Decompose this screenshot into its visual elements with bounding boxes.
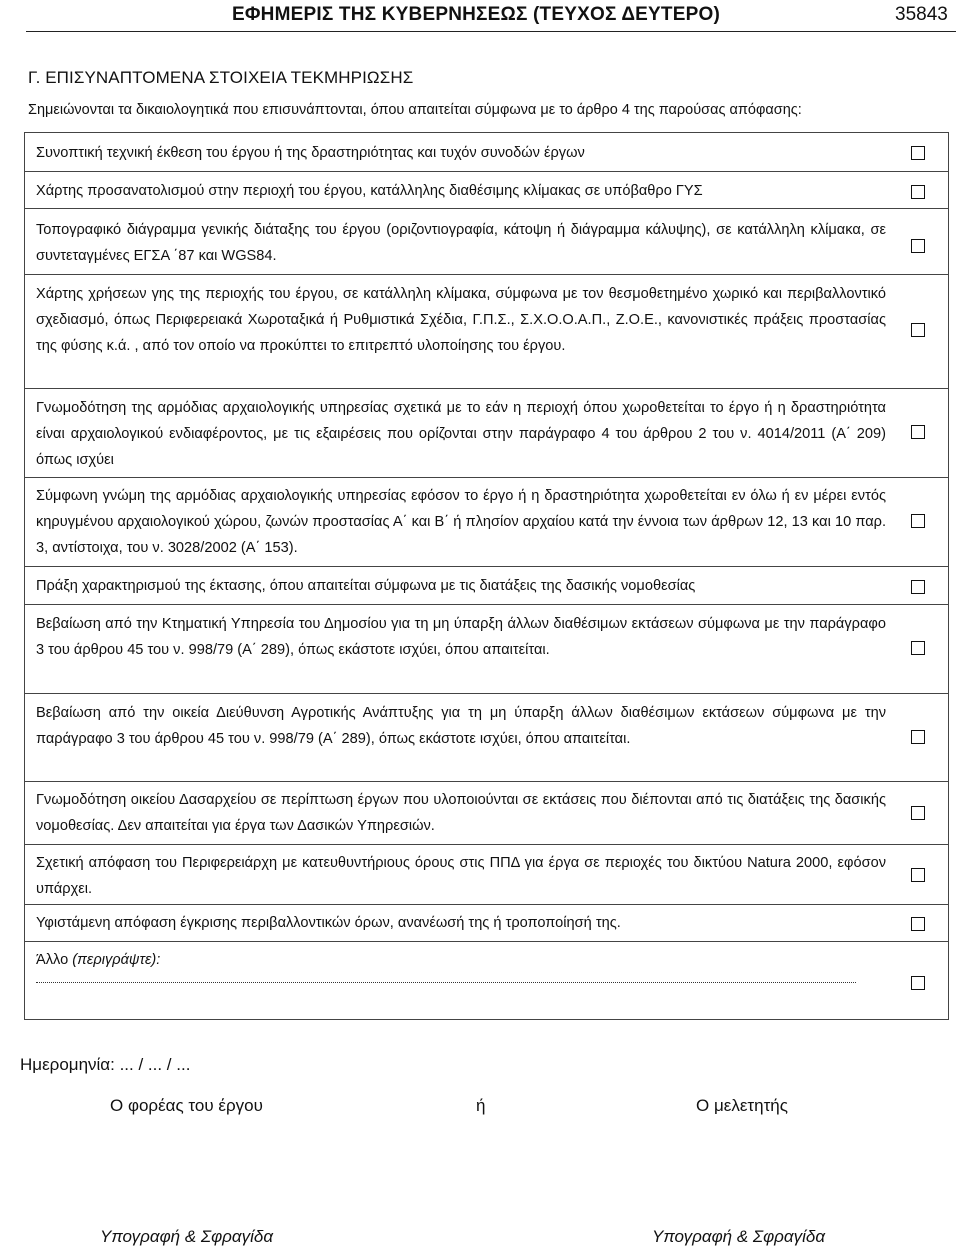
checklist-checkbox[interactable]: [911, 976, 925, 990]
checklist-checkbox[interactable]: [911, 185, 925, 199]
checklist-row: [25, 782, 948, 845]
checklist-item-text: Χάρτης χρήσεων γης της περιοχής του έργου, σε κατάλληλη κλίμακα, σύμφωνα με τον θεσμοθετημένο χωρικό και περιβαλλοντικό σχεδιασμό, όπως Περιφερειακά Χωροταξικά ή Ρυθμιστικά Σχέδια, Γ.Π.Σ., Σ.Χ.Ο.Ο.Α.Π., Ζ.Ο.Ε., κανονιστικές πράξεις προστασίας της φύσης κ.ά. , από τον οποίο να προκύπτει το επιτρεπτό υλοποίησης του έργου.: [36, 286, 886, 354]
section-intro: Σημειώνονται τα δικαιολογητικά που επισυνάπτονται, όπου απαιτείται σύμφωνα με το άρθρο 4 της παρούσας απόφασης:: [28, 102, 802, 118]
checklist-checkbox[interactable]: [911, 425, 925, 439]
checklist-item-text: Βεβαίωση από την Κτηματική Υπηρεσία του Δημοσίου για τη μη ύπαρξη άλλων διαθέσιμων εκτάσεων σύμφωνα με την παράγραφο 3 του άρθρου 45 του ν. 998/79 (Α΄ 289), όπως εκάστοτε ισχύει, όπου απαιτείται.: [36, 616, 886, 658]
checklist-item-text: Σύμφωνη γνώμη της αρμόδιας αρχαιολογικής υπηρεσίας εφόσον το έργο ή η δραστηριότητα χωροθετείται εν όλω ή εν μέρει εντός κηρυγμένου αρχαιολογικού χώρου, ζωνών προστασίας Α΄ και Β΄ ή πλησίον αρχαίου κατά την έννοια των άρθρων 12, 13 και 10 παρ. 3, αντίστοιχα, του ν. 3028/2002 (Α΄ 153).: [36, 488, 886, 556]
checklist-row: [25, 694, 948, 782]
checklist-row: [25, 275, 948, 389]
other-description-field[interactable]: [36, 980, 856, 983]
engineer-label: Ο μελετητής: [696, 1096, 788, 1115]
checklist-item-text: Τοπογραφικό διάγραμμα γενικής διάταξης του έργου (οριζοντιογραφία, κάτοψη ή διάγραμμα κάλυψης), σε κατάλληλη κλίμακα, σε συντεταγμένες ΕΓΣΑ ΄87 και WGS84.: [36, 222, 886, 264]
other-label: Άλλο (περιγράψτε):: [36, 952, 161, 968]
page-header: [0, 0, 960, 30]
checklist-item-text: Πράξη χαρακτηρισμού της έκτασης, όπου απαιτείται σύμφωνα με τις διατάξεις της δασικής νομοθεσίας: [36, 578, 696, 594]
checklist-checkbox[interactable]: [911, 514, 925, 528]
documents-checklist-table: [24, 132, 949, 1020]
checklist-row: [25, 567, 948, 605]
checklist-row-other: [25, 942, 948, 1020]
checklist-checkbox[interactable]: [911, 239, 925, 253]
page-number: 35843: [895, 4, 948, 25]
checklist-item-text: Συνοπτική τεχνική έκθεση του έργου ή της δραστηριότητας και τυχόν συνοδών έργων: [36, 145, 585, 161]
checklist-row: [25, 478, 948, 567]
date-field[interactable]: Ημερομηνία: ... / ... / ...: [20, 1055, 191, 1074]
checklist-row: [25, 172, 948, 209]
checklist-item-text: Χάρτης προσανατολισμού στην περιοχή του έργου, κατάλληλης διαθέσιμης κλίμακας σε υπόβαθρο ΓΥΣ: [36, 183, 703, 199]
checklist-row: [25, 389, 948, 478]
checklist-checkbox[interactable]: [911, 323, 925, 337]
checklist-checkbox[interactable]: [911, 146, 925, 160]
checklist-checkbox[interactable]: [911, 917, 925, 931]
or-label: ή: [476, 1096, 486, 1115]
checklist-row: [25, 209, 948, 275]
engineer-signature-stamp: Υπογραφή & Σφραγίδα: [652, 1227, 826, 1246]
checklist-item-text: Σχετική απόφαση του Περιφερειάρχη με κατευθυντήριους όρους στις ΠΠΔ για έργα σε περιοχές του δικτύου Natura 2000, εφόσον υπάρχει.: [36, 855, 886, 897]
checklist-row: [25, 133, 948, 172]
section-title: Γ. ΕΠΙΣΥΝΑΠΤΟΜΕΝΑ ΣΤΟΙΧΕΙΑ ΤΕΚΜΗΡΙΩΣΗΣ: [28, 68, 414, 87]
gazette-title: ΕΦΗΜΕΡΙΣ ΤΗΣ ΚΥΒΕΡΝΗΣΕΩΣ (ΤΕΥΧΟΣ ΔΕΥΤΕΡΟ): [232, 4, 720, 25]
checklist-item-text: Γνωμοδότηση της αρμόδιας αρχαιολογικής υπηρεσίας σχετικά με το εάν η περιοχή όπου χωροθετείται το έργο ή η δραστηριότητα είναι αρχαιολογικού ενδιαφέροντος, με τις εξαιρέσεις που ορίζονται στην παράγραφο 4 του άρθρου 2 του ν. 4014/2011 (Α΄ 209) όπως ισχύει: [36, 400, 886, 468]
checklist-item-text: Γνωμοδότηση οικείου Δασαρχείου σε περίπτωση έργων που υλοποιούνται σε εκτάσεις που διέπονται από τις διατάξεις της δασικής νομοθεσίας. Δεν απαιτείται για έργα των Δασικών Υπηρεσιών.: [36, 792, 886, 834]
checklist-checkbox[interactable]: [911, 580, 925, 594]
checklist-checkbox[interactable]: [911, 806, 925, 820]
checklist-checkbox[interactable]: [911, 868, 925, 882]
header-divider: [26, 31, 956, 32]
checklist-row: [25, 905, 948, 942]
checklist-item-text: Υφιστάμενη απόφαση έγκρισης περιβαλλοντικών όρων, ανανέωσή της ή τροποποίησή της.: [36, 915, 621, 931]
checklist-row: [25, 605, 948, 694]
checklist-checkbox[interactable]: [911, 730, 925, 744]
project-bearer-label: Ο φορέας του έργου: [110, 1096, 263, 1115]
bearer-signature-stamp: Υπογραφή & Σφραγίδα: [100, 1227, 274, 1246]
checklist-checkbox[interactable]: [911, 641, 925, 655]
checklist-item-text: Βεβαίωση από την οικεία Διεύθυνση Αγροτικής Ανάπτυξης για τη μη ύπαρξη άλλων διαθέσιμων εκτάσεων σύμφωνα με την παράγραφο 3 του άρθρου 45 του ν. 998/79 (Α΄ 289), όπως εκάστοτε ισχύει, όπου απαιτείται.: [36, 705, 886, 747]
checklist-row: [25, 845, 948, 905]
